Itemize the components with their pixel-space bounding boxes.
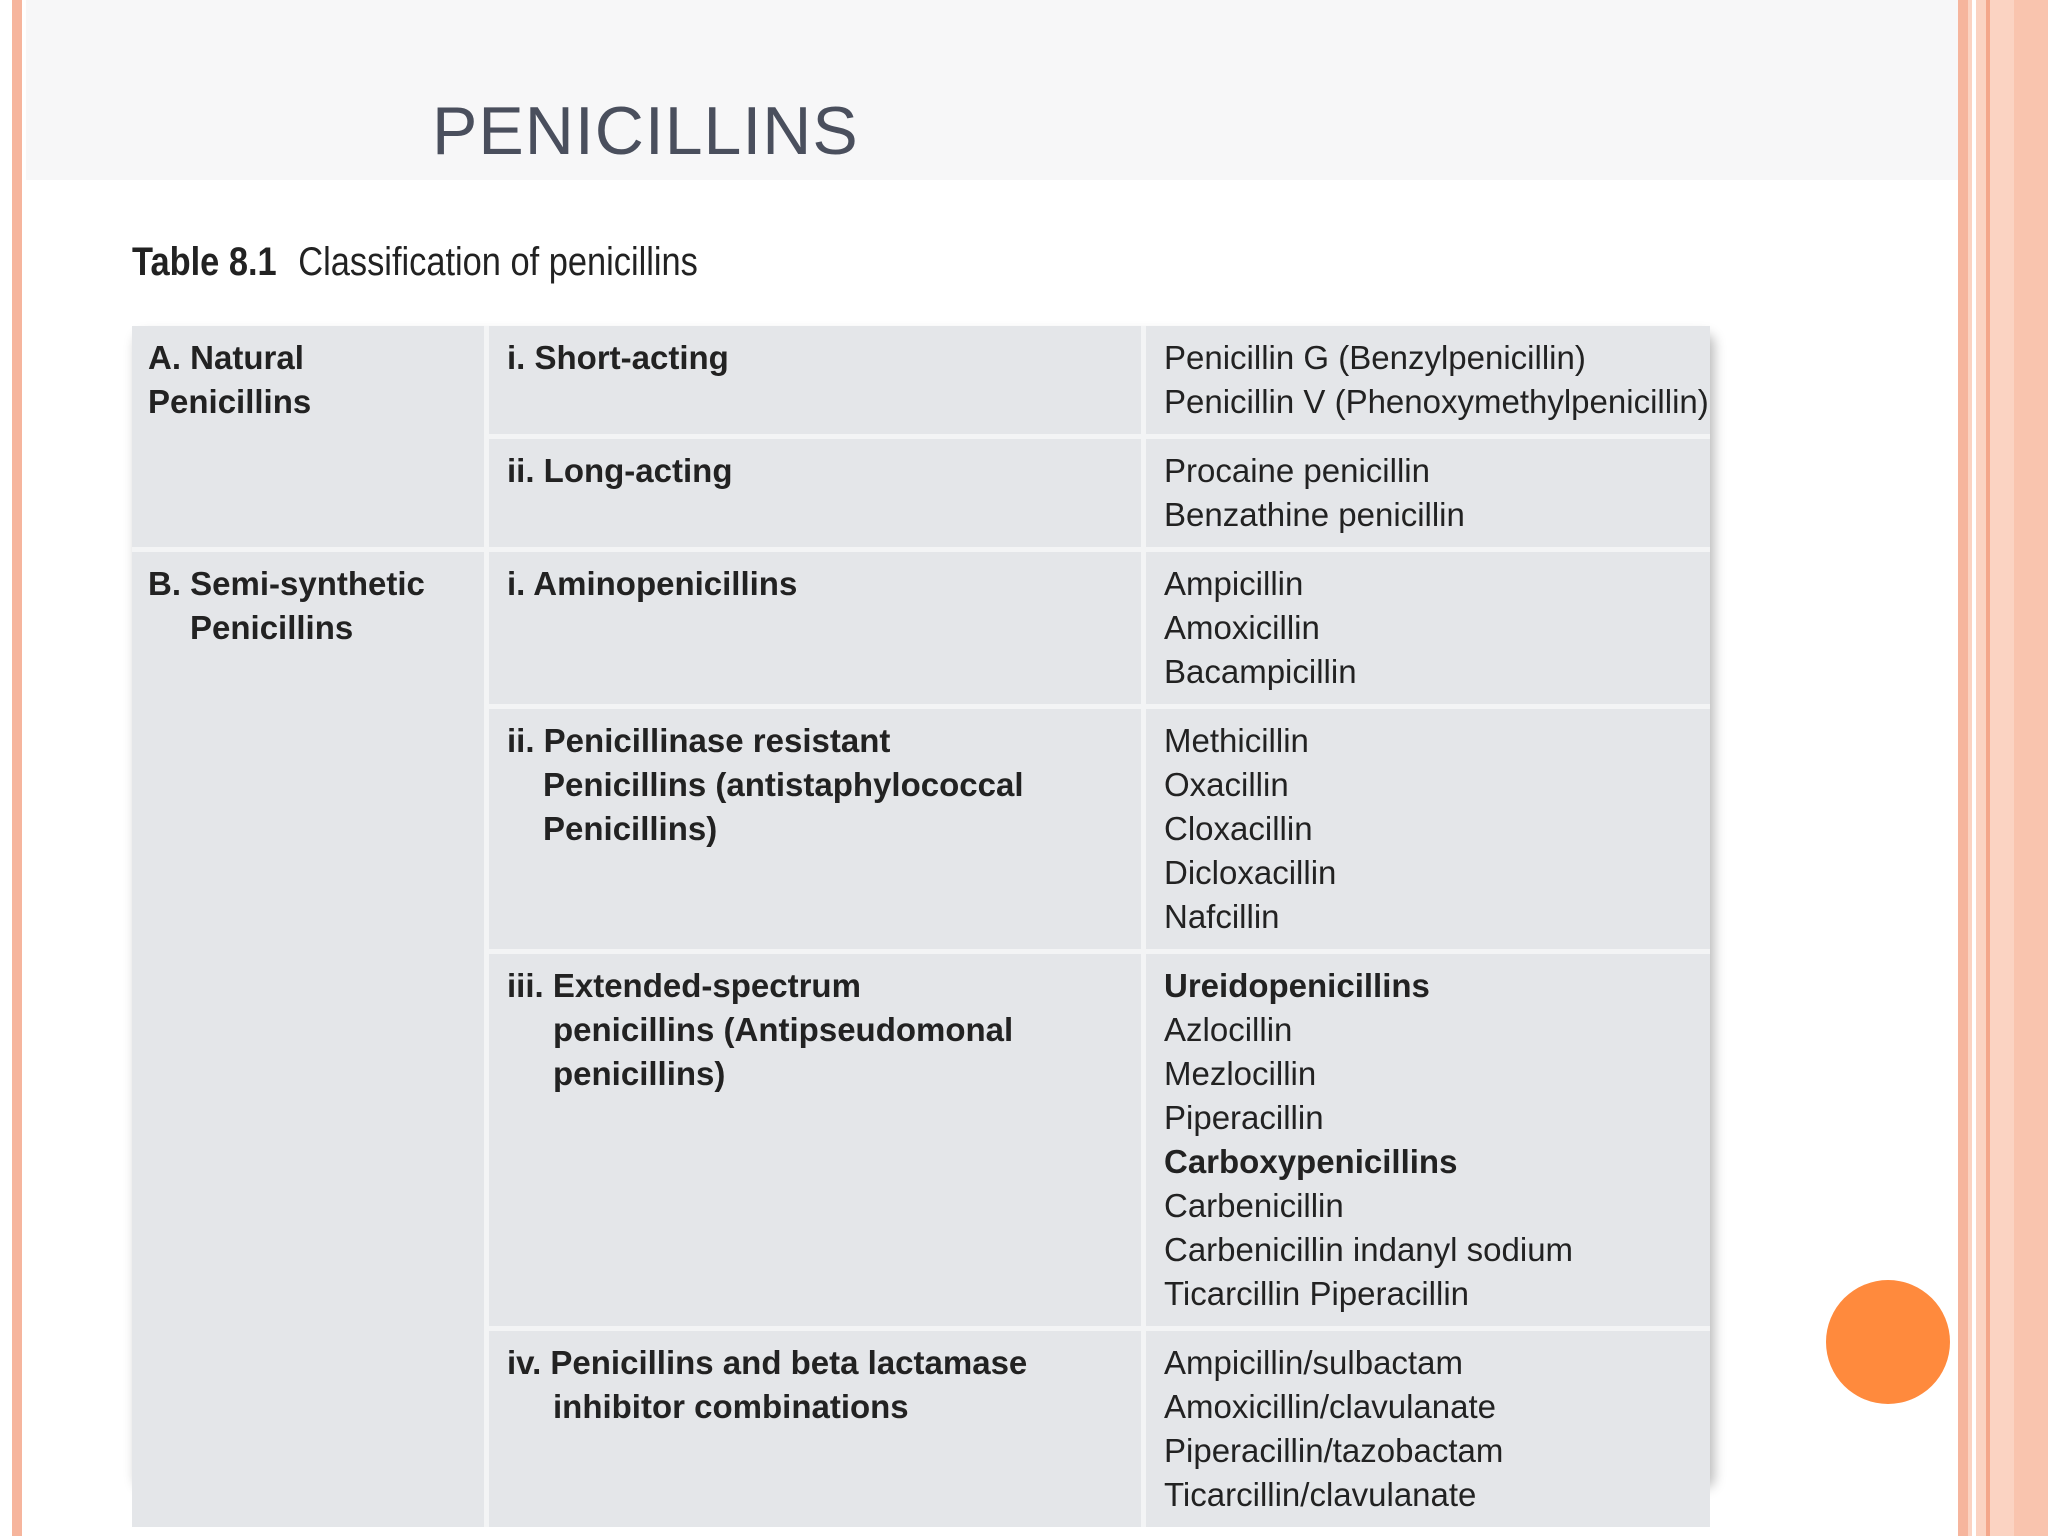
subclass-label: ii. Long-acting	[507, 452, 733, 489]
subclass-label: i. Aminopenicillins	[507, 565, 798, 602]
drug-item: Carbenicillin indanyl sodium	[1164, 1231, 1574, 1268]
drug-item: Piperacillin	[1164, 1099, 1324, 1136]
drug-item: Oxacillin	[1164, 766, 1289, 803]
drug-item: Azlocillin	[1164, 1011, 1293, 1048]
slide-title: PENICILLINS	[432, 93, 859, 169]
drug-item: Mezlocillin	[1164, 1055, 1317, 1092]
subclass-cell	[487, 437, 1144, 550]
classification-table	[132, 326, 1710, 1513]
table-row	[132, 550, 1710, 707]
category-label: A. Natural Penicillins	[148, 339, 312, 420]
drug-item: Amoxicillin/clavulanate	[1164, 1388, 1496, 1425]
drugs-cell	[1144, 550, 1711, 707]
drugs-cell	[1144, 326, 1711, 437]
drug-item: Nafcillin	[1164, 898, 1280, 935]
drugs-cell	[1144, 952, 1711, 1329]
drug-group-heading: Ureidopenicillins	[1164, 967, 1430, 1004]
title-band	[26, 0, 1958, 180]
drug-item: Carbenicillin	[1164, 1187, 1344, 1224]
category-cell	[132, 550, 487, 1528]
subclass-cell	[487, 707, 1144, 952]
table-caption	[132, 240, 698, 285]
drug-item: Ampicillin/sulbactam	[1164, 1344, 1463, 1381]
penicillin-table	[132, 326, 1710, 1527]
subclass-label: ii. Penicillinase resistant Penicillins (antistaphylococcal Penicillins)	[507, 722, 1024, 847]
drugs-cell	[1144, 1329, 1711, 1528]
drug-item: Penicillin G (Benzylpenicillin)	[1164, 339, 1586, 376]
category-cell	[132, 326, 487, 550]
subclass-label: iii. Extended-spectrum penicillins (Antipseudomonal penicillins)	[507, 967, 1014, 1092]
drug-item: Ticarcillin Piperacillin	[1164, 1275, 1470, 1312]
subclass-cell	[487, 550, 1144, 707]
drug-item: Piperacillin/tazobactam	[1164, 1432, 1504, 1469]
subclass-label: i. Short-acting	[507, 339, 729, 376]
drug-item: Bacampicillin	[1164, 653, 1357, 690]
table-number: Table 8.1	[132, 240, 277, 284]
subclass-cell	[487, 952, 1144, 1329]
drug-item: Ampicillin	[1164, 565, 1304, 602]
drug-item: Methicillin	[1164, 722, 1309, 759]
drugs-cell	[1144, 707, 1711, 952]
drug-item: Cloxacillin	[1164, 810, 1313, 847]
table-row	[132, 326, 1710, 437]
subclass-cell	[487, 1329, 1144, 1528]
drugs-cell	[1144, 437, 1711, 550]
drug-group-heading: Carboxypenicillins	[1164, 1143, 1458, 1180]
right-border-decoration	[1958, 0, 2048, 1536]
drug-item: Dicloxacillin	[1164, 854, 1337, 891]
drug-item: Benzathine penicillin	[1164, 496, 1465, 533]
table-caption-text: Classification of penicillins	[298, 240, 698, 284]
subclass-cell	[487, 326, 1144, 437]
drug-item: Amoxicillin	[1164, 609, 1320, 646]
drug-item: Penicillin V (Phenoxymethylpenicillin)	[1164, 383, 1709, 420]
decorative-orange-circle	[1826, 1280, 1950, 1404]
category-label: B. Semi-synthetic Penicillins	[148, 565, 425, 646]
subclass-label: iv. Penicillins and beta lactamase inhibitor combinations	[507, 1344, 1028, 1425]
left-border-decoration	[0, 0, 26, 1536]
drug-item: Procaine penicillin	[1164, 452, 1430, 489]
drug-item: Ticarcillin/clavulanate	[1164, 1476, 1477, 1513]
